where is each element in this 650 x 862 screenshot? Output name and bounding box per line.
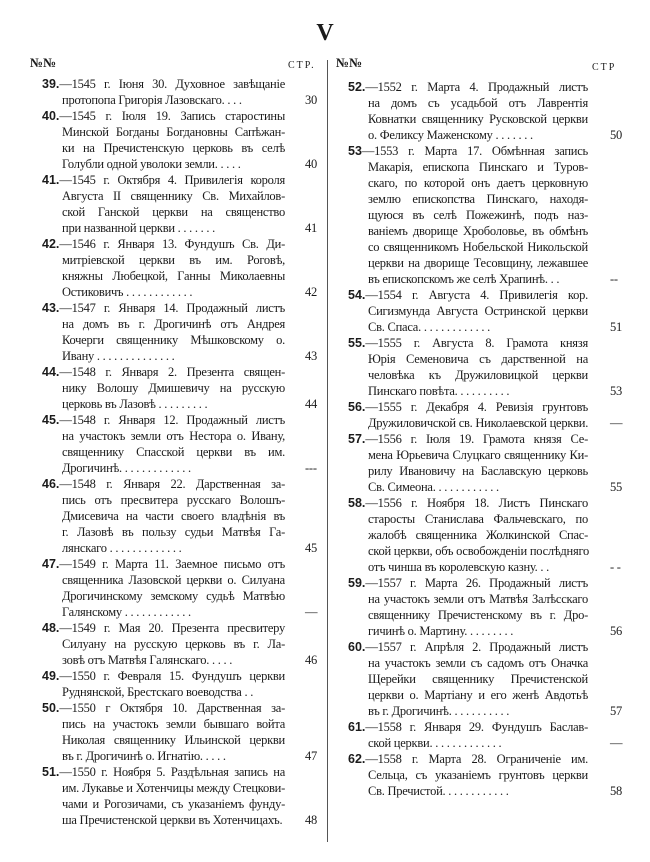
entry-text: княжны Любецкой, Ганны Миколаевны	[62, 269, 285, 283]
entry-text: на участокъ земли отъ Нестора о. Ивану,	[62, 429, 285, 443]
contents-entry	[42, 412, 317, 476]
entry-text: Щерейки священнику Пречистенской	[368, 672, 588, 686]
entry-number: 59.	[348, 576, 366, 590]
entry-line	[62, 588, 285, 604]
entry-line	[368, 687, 588, 703]
entry-number: 50.	[42, 701, 60, 715]
entry-line	[62, 444, 285, 460]
entry-line	[348, 431, 588, 447]
entry-line	[42, 300, 285, 316]
entry-line	[348, 495, 588, 511]
entry-text: —1550 г. Ноября 5. Раздѣльная запись на	[59, 765, 285, 779]
entry-line	[368, 703, 622, 719]
entry-line	[368, 127, 622, 143]
entry-text: жалобѣ священника Жолкинской Спас-	[368, 528, 588, 542]
entry-text: старосты Станислава Фальчевскаго, по	[368, 512, 588, 526]
entry-line	[348, 143, 588, 159]
entry-text: землю епископства Пинскаго, находя-	[368, 192, 588, 206]
entry-text: пись отъ пресвитера русскаго Волошъ-	[62, 493, 285, 507]
entry-page-number: 51	[610, 320, 622, 334]
entry-text: ваніемъ дворище Хроболовье, въ обмѣнъ	[368, 224, 588, 238]
entry-line	[62, 540, 317, 556]
entry-line	[368, 655, 588, 671]
entry-line	[42, 476, 285, 492]
entry-number: 49.	[42, 669, 60, 683]
entry-text: Остиковичъ . . . . . . . . . . . .	[62, 285, 193, 299]
entry-text: —1546 г. Января 13. Фундушъ Св. Ди-	[59, 237, 285, 251]
entry-number: 60.	[348, 640, 366, 654]
entry-page-number: 44	[305, 397, 317, 411]
entry-text: —1557 г. Марта 26. Продажный листъ	[365, 576, 588, 590]
entry-text: въ г. Дрогичинѣ о. Игнатію. . . . .	[62, 749, 226, 763]
contents-entry	[42, 236, 317, 300]
page-column-header: СТР	[592, 62, 617, 73]
entry-line	[62, 572, 285, 588]
entry-line	[368, 239, 588, 255]
entry-line	[368, 271, 618, 287]
entry-line	[62, 380, 285, 396]
contents-entry	[42, 668, 285, 700]
entry-text: Дрогичинскому земскому судьѣ Матвѣю	[62, 589, 285, 603]
entry-text: Галянскому . . . . . . . . . . . .	[62, 605, 191, 619]
entry-line	[348, 639, 588, 655]
entry-line	[62, 396, 317, 412]
entry-text: мена Юрьевича Слуцкаго священнику Ки-	[368, 448, 588, 462]
entry-line	[368, 559, 621, 575]
entry-line	[348, 335, 588, 351]
entry-line	[368, 367, 588, 383]
entry-line	[62, 652, 317, 668]
page-column-header: СТР.	[288, 60, 316, 71]
entry-line	[42, 620, 285, 636]
contents-entry	[42, 700, 317, 764]
entry-page-number: 57	[610, 704, 622, 718]
entry-line	[368, 463, 588, 479]
entry-text: Дмисевича на части своего владѣнія въ	[62, 509, 285, 523]
entry-number: 61.	[348, 720, 366, 734]
contents-entry	[348, 399, 623, 431]
entry-line	[42, 668, 285, 684]
entry-text: ки на Пречистенскую церковь въ селѣ	[62, 141, 285, 155]
entry-line	[368, 543, 588, 559]
contents-entry	[42, 172, 317, 236]
entry-line	[62, 780, 285, 796]
entry-text: Сигизмунда Августа Остринской церкви	[368, 304, 588, 318]
entry-line	[368, 783, 622, 799]
entry-line	[62, 268, 285, 284]
entry-line	[42, 76, 285, 92]
entry-line	[62, 812, 317, 828]
entry-text: Св. Спаса. . . . . . . . . . . . .	[368, 320, 490, 334]
entry-text: лянскаго . . . . . . . . . . . . .	[62, 541, 182, 555]
contents-entry	[348, 495, 621, 575]
entry-line	[62, 348, 317, 364]
entry-text: —1548 г. Января 2. Презента священ-	[59, 365, 285, 379]
entry-text: Св. Симеона. . . . . . . . . . . .	[368, 480, 499, 494]
entry-text: въ г. Дрогичинѣ. . . . . . . . . . .	[368, 704, 510, 718]
entry-text: ской церкви, объ освобожденіи послѣдняго	[368, 544, 590, 558]
entry-number: 41.	[42, 173, 60, 187]
entry-line	[62, 156, 317, 172]
entry-text: протопопа Григорія Лазовскаго. . . .	[62, 93, 242, 107]
entry-line	[42, 700, 285, 716]
entry-text: со священникомъ Нобельской Никольской	[368, 240, 588, 254]
contents-entry	[348, 639, 622, 719]
contents-entry	[348, 287, 622, 335]
entry-line	[62, 604, 318, 620]
entry-line	[62, 524, 285, 540]
entry-line	[368, 111, 588, 127]
entry-line	[368, 623, 622, 639]
entry-text: им. Лукавье и Хотенчицы между Стецкови-	[62, 781, 285, 795]
entry-line	[368, 671, 588, 687]
entry-line	[368, 607, 588, 623]
entry-text: —1548 г. Января 12. Продажный листъ	[59, 413, 285, 427]
entry-text: при названной церкви . . . . . . .	[62, 221, 216, 235]
entry-number: 55.	[348, 336, 366, 350]
entry-page-number: 58	[610, 784, 622, 798]
contents-entry	[348, 335, 622, 399]
entry-page-number: 40	[305, 157, 317, 171]
entry-line	[62, 204, 285, 220]
entry-page-number: 55	[610, 480, 622, 494]
entry-number: 45.	[42, 413, 60, 427]
contents-entry	[348, 431, 622, 495]
entry-page-number: - -	[610, 560, 621, 574]
contents-entry	[42, 76, 317, 108]
entry-line	[368, 591, 588, 607]
number-column-header: №№	[336, 55, 363, 70]
entry-text: —1555 г. Августа 8. Грамота князя	[365, 336, 588, 350]
entry-text: ша Пречистенской церкви въ Хотенчицахъ.	[62, 813, 283, 827]
contents-entry	[348, 719, 623, 751]
entry-line	[62, 428, 285, 444]
entry-text: Юрія Семеновича съ дарственной на	[368, 352, 588, 366]
entry-line	[368, 95, 588, 111]
entry-text: —1550 г Октября 10. Дарственная за-	[59, 701, 285, 715]
entry-text: церковь въ Лазовѣ . . . . . . . . .	[62, 397, 208, 411]
entry-line	[42, 364, 285, 380]
entry-line	[42, 108, 285, 124]
contents-entry	[348, 79, 622, 143]
entry-line	[368, 351, 588, 367]
entry-line	[368, 511, 588, 527]
page-number-roman: V	[316, 20, 334, 46]
entry-line	[42, 172, 285, 188]
entry-line	[348, 719, 588, 735]
entry-text: церкви о. Мартіану и его женѣ Авдотьѣ	[368, 688, 588, 702]
entry-line	[62, 460, 317, 476]
entry-text: —1545 г. Іюля 19. Запись старостины	[59, 109, 285, 123]
entry-text: Силуану на русскую церковь въ г. Ла-	[62, 637, 285, 651]
entry-line	[62, 188, 285, 204]
entry-text: Ивану . . . . . . . . . . . . . .	[62, 349, 175, 363]
number-column-header: №№	[30, 55, 57, 70]
entry-text: Дружиловичской св. Николаевской церкви.	[368, 416, 589, 430]
contents-list	[348, 79, 623, 799]
entry-text: —1558 г. Марта 28. Ограниченіе им.	[365, 752, 588, 766]
entry-text: на участокъ земли отъ Матвѣя Залѣсскаго	[368, 592, 588, 606]
entry-line	[368, 415, 623, 431]
entry-text: священнику Спасской церкви въ им.	[62, 445, 285, 459]
entry-text: Св. Пречистой. . . . . . . . . . . .	[368, 784, 509, 798]
entry-text: Сельца, съ указаніемъ грунтовъ церкви	[368, 768, 588, 782]
entry-text: ской Ганской церкви на священство	[62, 205, 285, 219]
entry-text: на участокъ земли съ садомъ отъ Оначка	[368, 656, 588, 670]
entry-number: 39.	[42, 77, 60, 91]
entry-text: Минской Богданы Богдановны Сапѣжан-	[62, 125, 285, 139]
entry-line	[348, 751, 588, 767]
entry-line	[62, 220, 317, 236]
entry-number: 57.	[348, 432, 366, 446]
entry-line	[368, 223, 588, 239]
entry-number: 47.	[42, 557, 60, 571]
entry-text: Голубли одной уволоки земли. . . . .	[62, 157, 241, 171]
entry-text: —1556 г. Ноября 18. Листъ Пинскаго	[365, 496, 588, 510]
entry-line	[368, 767, 588, 783]
contents-list	[42, 76, 318, 828]
entry-text: —1557 г. Апрѣля 2. Продажный листъ	[365, 640, 588, 654]
entry-text: человѣка къ Дружиловицкой церкви	[368, 368, 588, 382]
entry-line	[348, 399, 588, 415]
entry-text: гичинѣ о. Мартину. . . . . . . . .	[368, 624, 514, 638]
entry-text: —1549 г. Марта 11. Заемное письмо отъ	[59, 557, 285, 571]
entry-line	[62, 332, 285, 348]
entry-line	[62, 748, 317, 764]
entry-text: церкви на дворище Тесовщину, лежавшее	[368, 256, 588, 270]
contents-entry	[42, 556, 318, 620]
entry-line	[368, 527, 588, 543]
entry-line	[368, 207, 588, 223]
entry-number: 48.	[42, 621, 60, 635]
entry-line	[368, 303, 588, 319]
entry-page-number: 48	[305, 813, 317, 827]
entry-line	[62, 140, 285, 156]
entry-page-number: 30	[305, 93, 317, 107]
entry-page-number: 46	[305, 653, 317, 667]
entry-line	[42, 236, 285, 252]
entry-text: Дрогичинѣ. . . . . . . . . . . . .	[62, 461, 191, 475]
entry-line	[42, 412, 285, 428]
entry-text: —1545 г. Іюня 30. Духовное завѣщаніе	[59, 77, 285, 91]
column-divider	[327, 60, 328, 842]
entry-text: зовѣ отъ Матвѣя Галянскаго. . . . .	[62, 653, 233, 667]
contents-entry	[42, 764, 317, 828]
entry-text: Макарія, епископа Пинскаго и Туров-	[368, 160, 588, 174]
entry-text: —1554 г. Августа 4. Привилегія кор.	[365, 288, 588, 302]
entry-text: священнику Пречистенскому въ г. Дро-	[368, 608, 588, 622]
contents-entry	[42, 364, 317, 412]
entry-number: 58.	[348, 496, 366, 510]
entry-page-number: 56	[610, 624, 622, 638]
entry-number: 62.	[348, 752, 366, 766]
entry-line	[62, 796, 285, 812]
entry-text: —1549 г. Мая 20. Презента пресвитеру	[59, 621, 285, 635]
entry-number: 54.	[348, 288, 366, 302]
entry-text: —1547 г. Января 14. Продажный листъ	[59, 301, 285, 315]
entry-line	[62, 716, 285, 732]
entry-text: Пинскаго повѣта. . . . . . . . . .	[368, 384, 510, 398]
entry-page-number: —	[305, 605, 318, 619]
entry-line	[62, 316, 285, 332]
entry-text: митріевской церкви въ им. Роговѣ,	[62, 253, 285, 267]
entry-line	[62, 732, 285, 748]
entry-number: 56.	[348, 400, 366, 414]
entry-line	[62, 284, 317, 300]
entry-text: рилу Ивановичу на Баславскую церковь	[368, 464, 588, 478]
contents-entry	[348, 575, 622, 639]
entry-line	[368, 191, 588, 207]
entry-line	[62, 92, 317, 108]
entry-page-number: 43	[305, 349, 317, 363]
entry-number: 46.	[42, 477, 60, 491]
entry-line	[368, 447, 588, 463]
entry-line	[368, 383, 622, 399]
entry-page-number: --	[610, 272, 618, 286]
entry-line	[368, 175, 588, 191]
entry-text: нику Волошу Дмишевичу на русскую	[62, 381, 285, 395]
entry-line	[368, 255, 588, 271]
entry-number: 44.	[42, 365, 60, 379]
entry-text: —1545 г. Октября 4. Привилегія короля	[59, 173, 285, 187]
entry-text: пись на участокъ земли бывшаго войта	[62, 717, 285, 731]
entry-page-number: —	[610, 736, 623, 750]
entry-line	[368, 319, 622, 335]
entry-line	[62, 252, 285, 268]
entry-text: —1550 г. Февраля 15. Фундушъ церкви	[59, 669, 285, 683]
entry-text: на домъ въ г. Дрогичинѣ отъ Андрея	[62, 317, 285, 331]
contents-entry	[42, 300, 317, 364]
contents-entry	[348, 143, 618, 287]
entry-line	[348, 287, 588, 303]
entry-text: —1552 г. Марта 4. Продажный листъ	[365, 80, 588, 94]
contents-entry	[42, 620, 317, 668]
entry-text: Кочерги священнику Мѣшковскому о.	[62, 333, 285, 347]
entry-line	[62, 124, 285, 140]
entry-text: отъ чинша въ королевскую казну. . .	[368, 560, 550, 574]
entry-text: чами и Рогозичами, съ указаніемъ фунду-	[62, 797, 285, 811]
entry-number: 52.	[348, 80, 366, 94]
entry-text: —1548 г. Января 22. Дарственная за-	[59, 477, 285, 491]
entry-page-number: 50	[610, 128, 622, 142]
entry-line	[348, 575, 588, 591]
entry-number: 42.	[42, 237, 60, 251]
entry-page-number: 45	[305, 541, 317, 555]
entry-number: 40.	[42, 109, 60, 123]
contents-entry	[348, 751, 622, 799]
entry-page-number: 53	[610, 384, 622, 398]
entry-text: на домъ съ усадьбой отъ Лаврентія	[368, 96, 588, 110]
entry-line	[42, 764, 285, 780]
entry-text: —1558 г. Января 29. Фундушъ Баслав-	[365, 720, 588, 734]
entry-text: скаго, по которой онъ даетъ церковную	[368, 176, 588, 190]
entry-text: Августа II священнику Св. Михайлов-	[62, 189, 285, 203]
entry-page-number: —	[610, 416, 623, 430]
entry-line	[62, 684, 285, 700]
entry-text: о. Феликсу Маженскому . . . . . . .	[368, 128, 533, 142]
entry-line	[348, 79, 588, 95]
entry-text: Николая священнику Ильинской церкви	[62, 733, 285, 747]
entry-number: 43.	[42, 301, 60, 315]
entry-line	[368, 479, 622, 495]
entry-text: —1556 г. Іюля 19. Грамота князя Се-	[365, 432, 588, 446]
entry-number: 53	[348, 144, 362, 158]
entry-text: Руднянской, Брестскаго воеводства . .	[62, 685, 254, 699]
entry-text: —1555 г. Декабря 4. Ревизія грунтовъ	[365, 400, 588, 414]
entry-text: въ епископскомъ же селѣ Храпинѣ. . .	[368, 272, 560, 286]
entry-text: Ковнатки священнику Русковской церкви	[368, 112, 588, 126]
entry-page-number: 42	[305, 285, 317, 299]
entry-text: священника Лазовской церкви о. Силуана	[62, 573, 285, 587]
entry-line	[368, 159, 588, 175]
entry-number: 51.	[42, 765, 60, 779]
entry-page-number: 47	[305, 749, 317, 763]
entry-text: —1553 г. Марта 17. Обмѣнная запись	[361, 144, 588, 158]
entry-text: ской церкви. . . . . . . . . . . . .	[368, 736, 502, 750]
entry-line	[42, 556, 285, 572]
contents-entry	[42, 476, 317, 556]
entry-line	[368, 735, 623, 751]
entry-text: г. Лазовѣ въ пользу судьи Матвѣя Га-	[62, 525, 285, 539]
entry-line	[62, 492, 285, 508]
entry-page-number: 41	[305, 221, 317, 235]
entry-page-number: ---	[305, 461, 317, 475]
entry-text: щуюся въ селѣ Пожежинѣ, подъ наз-	[368, 208, 588, 222]
entry-line	[62, 636, 285, 652]
contents-entry	[42, 108, 317, 172]
entry-line	[62, 508, 285, 524]
